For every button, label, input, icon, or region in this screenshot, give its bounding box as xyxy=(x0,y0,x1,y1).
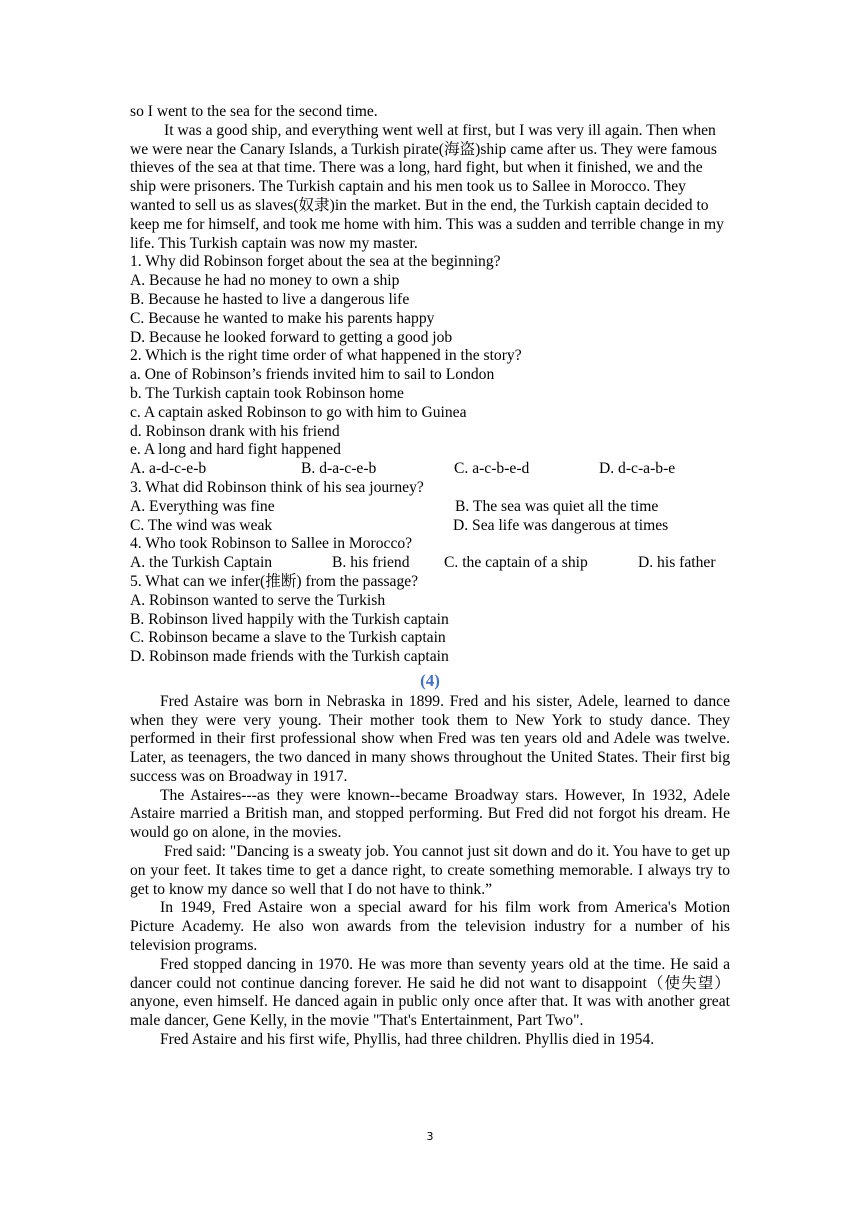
passage-3-continuation-line: so I went to the sea for the second time. xyxy=(130,103,378,120)
question-2-event-d: d. Robinson drank with his friend xyxy=(130,422,340,440)
passage-4-paragraph-1: Fred Astaire was born in Nebraska in 1899. Fred and his sister, Adele, learned to dance when they were very young. Their mother took them to New York to study dance. They performed in their first professional show when Fred was ten years old and Adele was twelve. Later, as teenagers, the two danced in many shows throughout the United States. Their first big success was on Broadway in 1917. xyxy=(130,692,730,785)
question-2-event-c: c. A captain asked Robinson to go with him to Guinea xyxy=(130,403,467,421)
question-2-event-e: e. A long and hard fight happened xyxy=(130,441,341,459)
question-2-event-b: b. The Turkish captain took Robinson home xyxy=(130,384,404,402)
question-2-option-a: A. a-d-c-e-b xyxy=(130,460,207,478)
question-3-stem: 3. What did Robinson think of his sea journey? xyxy=(130,478,424,496)
question-4-stem: 4. Who took Robinson to Sallee in Morocco? xyxy=(130,535,413,553)
question-2-event-a: a. One of Robinson’s friends invited him to sail to London xyxy=(130,366,495,384)
question-4-option-a: A. the Turkish Captain xyxy=(130,554,273,572)
question-5-option-a: A. Robinson wanted to serve the Turkish xyxy=(130,591,386,609)
passage-4 xyxy=(130,693,730,1050)
question-3-options-row-2 xyxy=(130,517,730,536)
question-5-option-c: C. Robinson became a slave to the Turkish captain xyxy=(130,629,446,647)
question-1-option-a: A. Because he had no money to own a ship xyxy=(130,272,400,290)
question-2-option-c: C. a-c-b-e-d xyxy=(454,460,530,478)
question-5-stem: 5. What can we infer(推断) from the passage? xyxy=(130,572,419,590)
question-2-option-d: D. d-c-a-b-e xyxy=(599,460,676,478)
question-4-option-d: D. his father xyxy=(638,554,716,572)
passage-4-paragraph-3: Fred said: "Dancing is a sweaty job. You cannot just sit down and do it. You have to get up on your feet. It takes time to get a dance right, to create something memorable. I always try to get to know my dance so well that I do not have to think.” xyxy=(130,843,730,898)
question-3-option-c: C. The wind was weak xyxy=(130,516,273,534)
document-page xyxy=(130,103,730,1050)
passage-4-paragraph-2: The Astaires---as they were known--became Broadway stars. However, In 1932, Adele Astaire married a British man, and stopped performing. But Fred did not forgot his dream. He would go on alone, in the movies. xyxy=(130,786,730,842)
question-1-option-d: D. Because he looked forward to getting a good job xyxy=(130,328,453,346)
page-number: 3 xyxy=(426,1130,434,1143)
passage-4-paragraph-5: Fred stopped dancing in 1970. He was more than seventy years old at the time. He said a dancer could not continue dancing forever. He said he did not want to disappoint（使失望）anyone, even himself. He danced again in public only once after that. It was with another great male dancer, Gene Kelly, in the movie "That's Entertainment, Part Two". xyxy=(130,955,730,1030)
passage-4-paragraph-6: Fred Astaire and his first wife, Phyllis, had three children. Phyllis died in 1954. xyxy=(160,1031,655,1049)
question-3-options-row-1 xyxy=(130,498,730,517)
question-4-options xyxy=(130,554,730,573)
question-1 xyxy=(130,253,730,347)
question-2-option-b: B. d-a-c-e-b xyxy=(301,460,377,478)
question-5 xyxy=(130,573,730,667)
question-5-option-d: D. Robinson made friends with the Turkish captain xyxy=(130,648,449,666)
question-2 xyxy=(130,347,730,479)
question-3-option-b: B. The sea was quiet all the time xyxy=(455,497,659,515)
passage-3-paragraph: It was a good ship, and everything went well at first, but I was very ill again. Then when we were near the Canary Islands, a Turkish pirate(海盗)ship came after us. They were famous thieves of the sea at that time. There was a long, hard fight, but when it finished, we and the ship were prisoners. The Turkish captain and his men took us to Sallee in Morocco. They wanted to sell us as slaves(奴隶)in the market. But in the end, the Turkish captain decided to keep me for himself, and took me home with him. This was a sudden and terrible change in my life. This Turkish captain was now my master. xyxy=(130,121,724,252)
question-3-option-d: D. Sea life was dangerous at times xyxy=(453,516,669,534)
question-1-stem: 1. Why did Robinson forget about the sea at the beginning? xyxy=(130,253,501,271)
question-2-options xyxy=(130,460,730,479)
question-4-option-b: B. his friend xyxy=(332,554,410,572)
question-3 xyxy=(130,479,730,535)
question-5-option-b: B. Robinson lived happily with the Turkish captain xyxy=(130,610,449,628)
section-title: (4) xyxy=(420,670,440,690)
question-4 xyxy=(130,535,730,573)
question-3-option-a: A. Everything was fine xyxy=(130,497,275,515)
question-2-stem: 2. Which is the right time order of what happened in the story? xyxy=(130,347,522,365)
passage-4-paragraph-4: In 1949, Fred Astaire won a special award for his film work from America's Motion Picture Academy. He also won awards from the television industry for a number of his television programs. xyxy=(130,899,730,955)
question-1-option-c: C. Because he wanted to make his parents happy xyxy=(130,309,435,327)
question-4-option-c: C. the captain of a ship xyxy=(444,554,588,572)
question-1-option-b: B. Because he hasted to live a dangerous life xyxy=(130,290,410,308)
